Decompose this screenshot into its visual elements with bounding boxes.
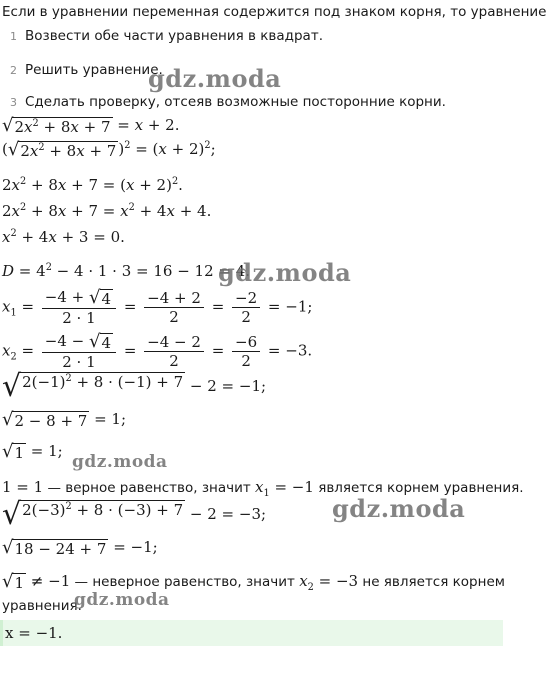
root-x1: $x_1$ = −4 + √ 4 2 · 1 = $\frac{-4 + 2}{2}$ = $\frac{-2}{2}$ = −1;: [2, 286, 313, 327]
step-text: Возвести обе части уравнения в квадрат.: [25, 28, 323, 44]
root-x2: $x_2$ = −4 − √ 4 2 · 1 = $\frac{-4 - 2}{2}$ = $\frac{-6}{2}$ = −3.: [2, 330, 313, 371]
answer-box: [0, 620, 503, 646]
equation-step-1: $2x^2 + 8x + 7 = (x + 2)^2$.: [2, 176, 183, 194]
check-x2-simplify: √ 18 − 24 + 7 = −1;: [2, 536, 158, 558]
step-1: [10, 28, 323, 44]
watermark-logo: gdz.moda: [218, 258, 352, 287]
step-3: [10, 94, 446, 110]
answer-text: x = −1.: [5, 624, 63, 642]
equation-squared: ( √ $2x^2 + 8x + 7$ )$^2 = (x + 2)^2$;: [2, 138, 216, 160]
step-number: 1: [10, 30, 17, 43]
conclusion-x2-tail: уравнения.: [2, 598, 82, 614]
step-number: 2: [10, 64, 17, 77]
step-text: Сделать проверку, отсеяв возможные посторонние корни.: [25, 94, 446, 110]
watermark-logo: gdz.moda: [72, 452, 168, 472]
intro-text: Если в уравнении переменная содержится под знаком корня, то уравнение: [2, 4, 546, 20]
conclusion-x2: √ 1 ≠ −1 — неверное равенство, значит $x_2 = -3$ не является корнем: [2, 570, 505, 593]
conclusion-x1: 1 = 1 — верное равенство, значит $x_1 = -1$ является корнем уравнения.: [2, 478, 524, 499]
equation-step-2: $2x^2 + 8x + 7 = x^2 + 4x + 4$.: [2, 202, 212, 220]
watermark-logo: gdz.moda: [148, 64, 282, 93]
discriminant: $D = 4^2 - 4 \cdot 1 \cdot 3 = 16 - 12 = 4$.: [2, 262, 251, 280]
watermark-logo: gdz.moda: [74, 590, 170, 610]
equation-step-3: $x^2 + 4x + 3 = 0$.: [2, 228, 125, 246]
watermark-logo: gdz.moda: [332, 494, 466, 523]
equation-original: √ $2x^2 + 8x + 7$ = x + 2.: [2, 114, 180, 136]
step-text: Решить уравнение.: [25, 62, 163, 78]
step-number: 3: [10, 96, 17, 109]
check-x1-result: √ 1 = 1;: [2, 440, 63, 462]
check-x1-substitution: √ $2(-1)^2 + 8 \cdot (-1) + 7$ − 2 = −1;: [2, 369, 267, 404]
step-2: [10, 62, 163, 78]
check-x1-simplify: √ 2 − 8 + 7 = 1;: [2, 408, 127, 430]
check-x2-substitution: √ $2(-3)^2 + 8 \cdot (-3) + 7$ − 2 = −3;: [2, 497, 267, 532]
